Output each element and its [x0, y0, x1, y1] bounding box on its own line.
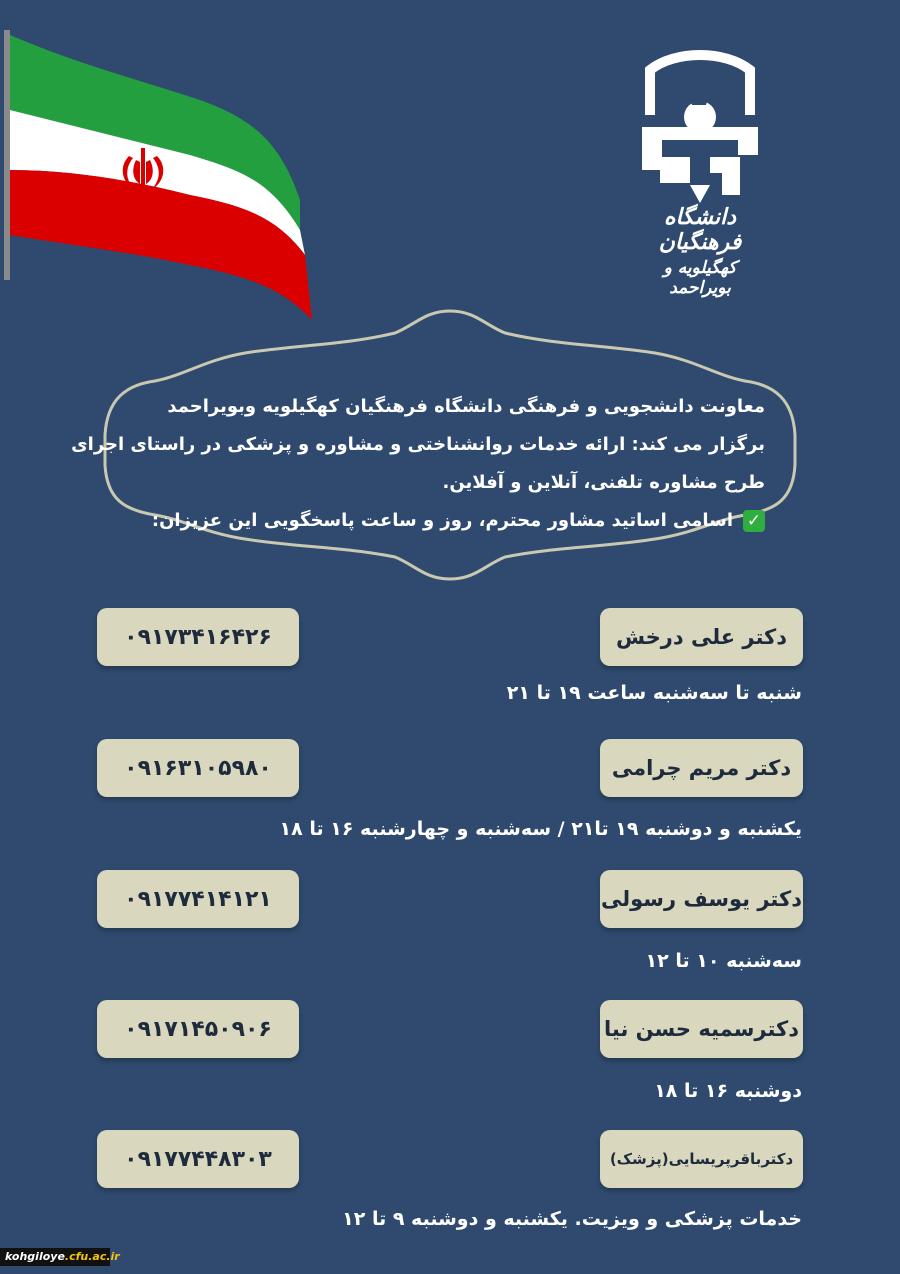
website-link[interactable] [0, 1248, 120, 1266]
logo-university-name: دانشگاه فرهنگیان [658, 205, 742, 255]
consultant-phone-4[interactable]: ۰۹۱۷۱۴۵۰۹۰۶ [97, 1000, 299, 1058]
intro-text [71, 388, 765, 540]
consultant-schedule-3: سه‌شنبه ۱۰ تا ۱۲ [645, 950, 802, 972]
intro-line-2: برگزار می کند: ارائه خدمات روانشناختی و مشاوره و پزشکی در راستای اجرای [71, 434, 765, 455]
consultant-phone-5[interactable]: ۰۹۱۷۷۴۴۸۳۰۳ [97, 1130, 299, 1188]
consultant-name-3: دکتر یوسف رسولی [600, 870, 803, 928]
consultant-schedule-1: شنبه تا سه‌شنبه ساعت ۱۹ تا ۲۱ [506, 682, 802, 704]
iran-flag-icon [0, 30, 320, 320]
website-prefix: kohgiloye [5, 1250, 65, 1263]
consultant-name-5: دکترباقرپریسایی(پزشک) [600, 1130, 803, 1188]
consultant-name-2: دکتر مریم چرامی [600, 739, 803, 797]
consultant-schedule-2: یکشنبه و دوشنبه ۱۹ تا۲۱ / سه‌شنبه و چهارشنبه ۱۶ تا ۱۸ [279, 818, 802, 840]
consultant-name-4: دکترسمیه حسن نیا [600, 1000, 803, 1058]
website-suffix: .cfu.ac.ir [64, 1250, 120, 1263]
consultant-phone-3[interactable]: ۰۹۱۷۷۴۱۴۱۲۱ [97, 870, 299, 928]
consultant-schedule-4: دوشنبه ۱۶ تا ۱۸ [654, 1080, 802, 1102]
consultant-phone-2[interactable]: ۰۹۱۶۳۱۰۵۹۸۰ [97, 739, 299, 797]
consultant-phone-1[interactable]: ۰۹۱۷۳۴۱۶۴۲۶ [97, 608, 299, 666]
intro-line-4-wrap [140, 502, 765, 540]
intro-line-1: معاونت دانشجویی و فرهنگی دانشگاه فرهنگیان کهگیلویه وبویراحمد [167, 396, 765, 417]
check-icon: ✓ [743, 510, 765, 532]
consultant-schedule-5: خدمات پزشکی و ویزیت. یکشنبه و دوشنبه ۹ تا ۱۲ [342, 1208, 802, 1230]
logo-province-name: کهگیلویه و بویراحمد [663, 258, 737, 298]
intro-line-3: طرح مشاوره تلفنی، آنلاین و آفلاین. [442, 472, 765, 493]
intro-line-4: اسامی اساتید مشاور محترم، روز و ساعت پاسخگویی این عزیزان: [151, 510, 733, 531]
consultant-name-1: دکتر علی درخش [600, 608, 803, 666]
